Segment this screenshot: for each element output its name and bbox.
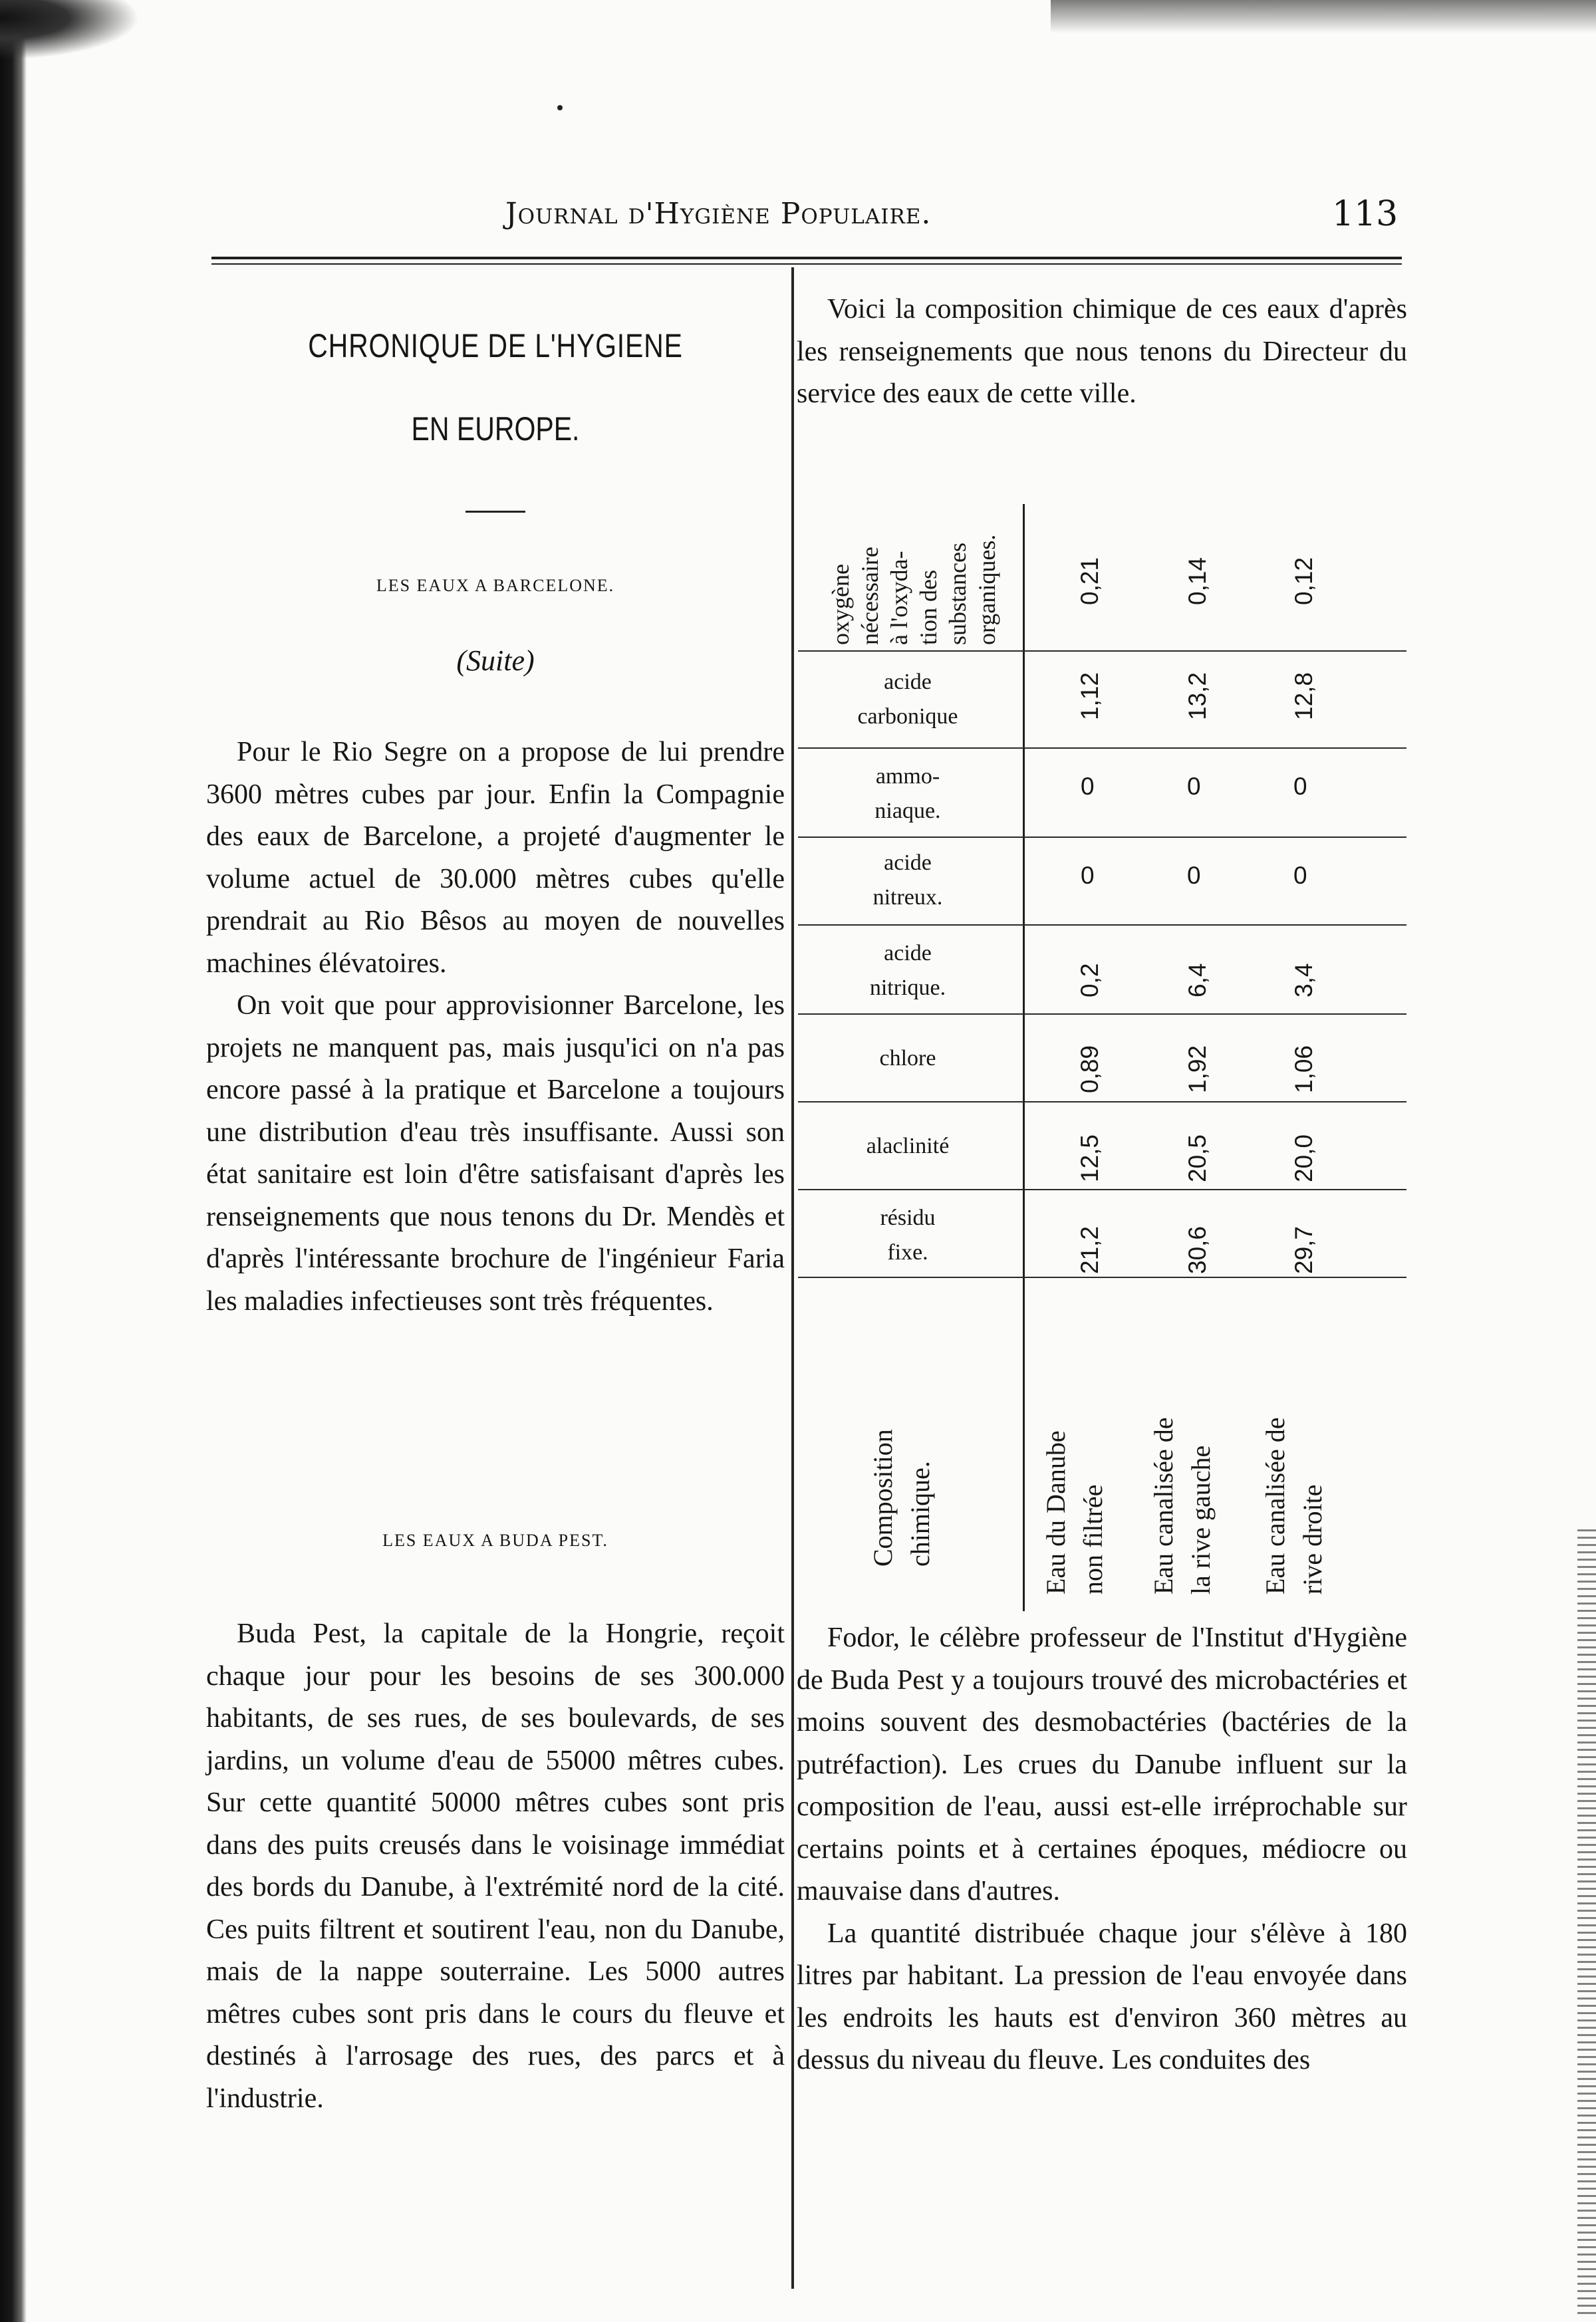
paragraph: La quantité distribuée chaque jour s'élève à 180 litres par habitant. La pression de l'eau envoyée dans les endroits les hauts est d'environ 360 mètres au dessus du niveau du fleuve. Les conduites des: [797, 1918, 1407, 2075]
running-head: Journal d'Hygiène Populaire.: [505, 197, 932, 231]
paragraph: Buda Pest, la capitale de la Hongrie, reçoit chaque jour pour les besoins de ses 300.000 habitants, de ses rues, de ses boulevards, de ses jardins, un volume d'eau de 55000 mêtres cubes. Sur cette quantité 50000 mêtres cubes sont pris dans des puits creusés dans le voisinage immédiat des bords du Danube, à l'extrémité nord de la cité. Ces puits filtrent et soutirent l'eau, non du Danube, mais de la nappe souterraine. Les 5000 autres mêtres cubes sont pris dans le cours du fleuve et destinés à l'arrosage des rues, des parcs et à l'industrie.: [206, 1618, 785, 2114]
scan-edge-top: [1051, 0, 1596, 33]
value-carbonique-rive-droite: 12,8: [1290, 672, 1317, 720]
row-separator: [798, 1189, 1406, 1190]
value-carbonique-rive-gauche: 13,2: [1184, 672, 1211, 720]
chemical-composition-table: [798, 491, 1406, 1598]
row-label-acide-nitreux: acide nitreux.: [872, 850, 943, 910]
row-label-alaclinite: alaclinité: [866, 1134, 950, 1158]
chronicle-title: CHRONIQUE DE L'HYGIENE: [308, 327, 683, 364]
section-heading-buda-pest: LES EAUX A BUDA PEST.: [382, 1531, 608, 1550]
section-heading-barcelone: LES EAUX A BARCELONE.: [376, 576, 615, 595]
value-residu-rive-gauche: 30,6: [1184, 1226, 1211, 1274]
row-separator: [798, 837, 1406, 838]
row-separator: [798, 747, 1406, 749]
column-header-rive-droite: Eau canalisée de rive droite: [1260, 1417, 1327, 1595]
row-separator: [798, 650, 1406, 652]
column-divider: [791, 267, 794, 2289]
value-chlore-rive-gauche: 1,92: [1184, 1045, 1211, 1093]
value-ammoniaque-rive-gauche: 0: [1187, 773, 1201, 800]
row-separator: [798, 1101, 1406, 1102]
paragraph: Pour le Rio Segre on a propose de lui prendre 3600 mètres cubes par jour. Enfin la Compagnie des eaux de Barcelone, a projeté d'augmenter le volume actuel de 30.000 mètres cubes qu'elle prendrait au Rio Bêsos au moyen de nouvelles machines élévatoires.: [206, 737, 785, 979]
corner-label-composition: Composition chimique.: [868, 1429, 935, 1567]
value-oxygene-danube: 0,21: [1076, 557, 1103, 605]
row-label-acide-nitrique: acide nitrique.: [869, 941, 946, 1000]
row-label-chlore: chlore: [879, 1046, 936, 1071]
value-oxygene-rive-gauche: 0,14: [1184, 557, 1211, 605]
value-nitreux-rive-gauche: 0: [1187, 862, 1201, 889]
table-intro: [797, 289, 1407, 416]
value-nitreux-rive-droite: 0: [1293, 862, 1307, 889]
value-nitrique-danube: 0,2: [1076, 963, 1103, 997]
value-chlore-danube: 0,89: [1076, 1045, 1103, 1093]
value-alaclinite-rive-droite: 20,0: [1290, 1134, 1317, 1182]
barcelone-text: [206, 731, 785, 1323]
paragraph: Voici la composition chimique de ces eaux d'après les renseignements que nous tenons du Directeur du service des eaux de cette ville.: [797, 294, 1407, 409]
value-ammoniaque-danube: 0: [1081, 773, 1095, 800]
buda-pest-text: [206, 1613, 785, 2120]
row-label-ammoniaque: ammo- niaque.: [874, 764, 941, 823]
paragraph: On voit que pour approvisionner Barcelone, les projets ne manquent pas, mais jusqu'ici on n'a pas encore passé à la pratique et Barcelone a toujours une distribution d'eau très insuffisante. Aussi son état sanitaire est loin d'être satisfaisant d'après les renseignements que nous tenons du Dr. Mendès et d'après l'intéressante brochure de l'ingénieur Faria les maladies infectieuses sont très fréquentes.: [206, 990, 785, 1317]
value-nitrique-rive-droite: 3,4: [1290, 963, 1317, 997]
header-rule-bottom: [211, 263, 1402, 265]
row-separator: [798, 1277, 1406, 1278]
column-header-rive-gauche: Eau canalisée de la rive gauche: [1148, 1417, 1216, 1595]
book-spine-shadow: [0, 0, 25, 2322]
value-residu-rive-droite: 29,7: [1290, 1226, 1317, 1274]
column-header-danube-non-filtree: Eau du Danube non filtrée: [1041, 1430, 1108, 1595]
title-separator: [466, 511, 525, 513]
row-label-residu-fixe: résidu fixe.: [880, 1206, 936, 1265]
paragraph: Fodor, le célèbre professeur de l'Institut d'Hygiène de Buda Pest y a toujours trouvé des microbactéries et moins souvent des desmobactéries (bactéries de la putréfaction). Les crues du Danube influent sur la composition de l'eau, aussi est-elle irréprochable sur certains points et à certaines époques, médiocre ou mauvaise dans d'autres.: [797, 1622, 1407, 1906]
chronicle-title-line2: EN EUROPE.: [411, 410, 580, 448]
page-number: 113: [1332, 194, 1398, 234]
row-label-acide-carbonique: acide carbonique: [857, 670, 958, 729]
buda-pest-text-continued: [797, 1617, 1407, 2082]
value-nitreux-danube: 0: [1081, 862, 1095, 889]
value-carbonique-danube: 1,12: [1076, 672, 1103, 720]
value-nitrique-rive-gauche: 6,4: [1184, 963, 1211, 997]
value-oxygene-rive-droite: 0,12: [1290, 557, 1317, 605]
row-separator: [798, 1013, 1406, 1015]
value-alaclinite-danube: 12,5: [1076, 1134, 1103, 1182]
value-alaclinite-rive-gauche: 20,5: [1184, 1134, 1211, 1182]
value-ammoniaque-rive-droite: 0: [1293, 773, 1307, 800]
row-separator: [798, 924, 1406, 926]
header-rule-top: [211, 257, 1402, 259]
ink-speck: [557, 105, 563, 110]
value-chlore-rive-droite: 1,06: [1290, 1045, 1317, 1093]
section-suite-label: (Suite): [456, 644, 535, 677]
table-vertical-rule: [1023, 504, 1025, 1611]
scan-edge-right: [1577, 1529, 1596, 2314]
value-residu-danube: 21,2: [1076, 1226, 1103, 1274]
row-label-oxygene: oxygène nécessaire à l'oxyda- tion des substances organiques.: [827, 534, 1000, 645]
